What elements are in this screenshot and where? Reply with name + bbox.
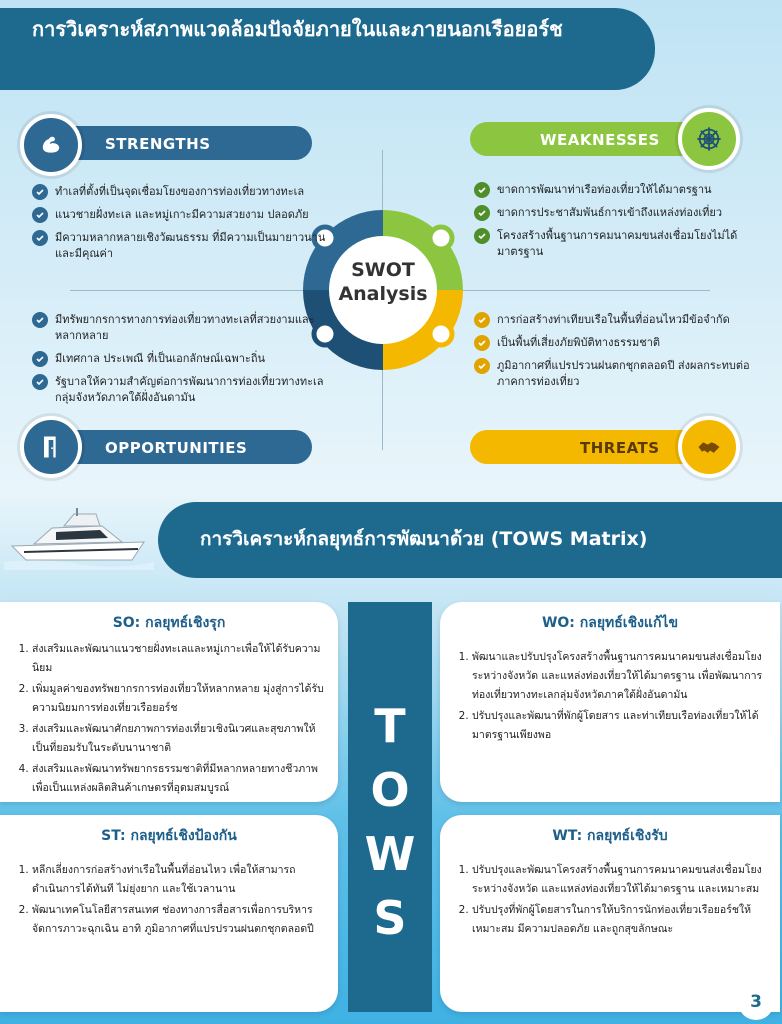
swot-center-label: [320, 258, 446, 306]
check-icon: [32, 184, 48, 200]
check-icon: [32, 312, 48, 328]
check-icon: [32, 230, 48, 246]
list-item: 3. ส่งเสริมและพัฒนาศักยภาพการท่องเที่ยวเชิงนิเวศและสุขภาพให้เป็นที่ยอมรับในระดับนานาชาติ: [32, 720, 324, 758]
check-icon: [474, 335, 490, 351]
spider-web-icon: [695, 125, 723, 153]
wo-card: [440, 602, 780, 802]
list-item: ภูมิอากาศที่แปรปรวนฝนตกชุกตลอดปี ส่งผลกระทบต่อภาคการท่องเที่ยว: [474, 358, 764, 390]
list-item: 2. พัฒนาเทคโนโลยีสารสนเทศ ช่องทางการสื่อสารเพื่อการบริหารจัดการภาวะฉุกเฉิน อาทิ ภูมิอากาศที่แปรปรวนฝนตกชุกตลอดปี: [32, 901, 324, 939]
check-icon: [474, 358, 490, 374]
list-item: 1. ปรับปรุงและพัฒนาโครงสร้างพื้นฐานการคมนาคมขนส่งเชื่อมโยงระหว่างจังหวัด และแหล่งท่องเที่ยวให้ได้มาตรฐาน และเหมาะสม: [472, 861, 766, 899]
tows-letter: W: [364, 827, 416, 881]
strengths-list: [32, 184, 332, 269]
door-icon: [37, 433, 65, 461]
yacht-image: [4, 500, 154, 570]
weaknesses-icon-circle: [678, 108, 740, 170]
wo-heading: WO: กลยุทธ์เชิงแก้ไข: [541, 615, 679, 631]
tows-letter: O: [370, 763, 410, 817]
list-item: 2. ปรับปรุงและพัฒนาที่พักผู้โดยสาร และท่าเทียบเรือท่องเที่ยวให้ได้มาตรฐานเพียงพอ: [472, 707, 766, 745]
threats-icon-circle: [678, 416, 740, 478]
strengths-label: STRENGTHS: [105, 135, 211, 153]
st-heading: ST: กลยุทธ์เชิงป้องกัน: [101, 828, 237, 844]
list-item: มีเทศกาล ประเพณี ที่เป็นเอกลักษณ์เฉพาะถิ่น: [32, 351, 337, 367]
list-item: ขาดการประชาสัมพันธ์การเข้าถึงแหล่งท่องเที่ยว: [474, 205, 764, 221]
list-item: 1. พัฒนาและปรับปรุงโครงสร้างพื้นฐานการคมนาคมขนส่งเชื่อมโยงระหว่างจังหวัด และแหล่งท่องเที่ยวให้ได้มาตรฐาน เพื่อพัฒนาการท่องเที่ยวทางทะเลกลุ่มจังหวัดภาคใต้ฝั่งอันดามัน: [472, 648, 766, 705]
list-item: การก่อสร้างท่าเทียบเรือในพื้นที่อ่อนไหวมีข้อจำกัด: [474, 312, 764, 328]
page-title: การวิเคราะห์สภาพแวดล้อมปัจจัยภายในและภายนอกเรือยอร์ช: [32, 17, 563, 41]
so-list: [0, 640, 338, 798]
strengths-icon-circle: [20, 114, 82, 176]
list-item: โครงสร้างพื้นฐานการคมนาคมขนส่งเชื่อมโยงไม่ได้มาตรฐาน: [474, 228, 764, 260]
check-icon: [474, 182, 490, 198]
list-item: แนวชายฝั่งทะเล และหมู่เกาะมีความสวยงาม ปลอดภัย: [32, 207, 332, 223]
check-icon: [32, 351, 48, 367]
tows-column: [348, 602, 432, 1012]
wt-heading: WT: กลยุทธ์เชิงรับ: [552, 828, 668, 844]
list-item: 1. ส่งเสริมและพัฒนาแนวชายฝั่งทะเลและหมู่เกาะเพื่อให้ได้รับความนิยม: [32, 640, 324, 678]
st-card: [0, 815, 338, 1012]
opportunities-label: OPPORTUNITIES: [105, 439, 248, 457]
so-card: [0, 602, 338, 802]
handshake-icon: [695, 433, 723, 461]
weaknesses-banner: [470, 122, 705, 156]
so-heading: SO: กลยุทธ์เชิงรุก: [112, 615, 226, 631]
list-item: มีทรัพยากรการทางการท่องเที่ยวทางทะเลที่สวยงามและหลากหลาย: [32, 312, 337, 344]
list-item: 1. หลีกเลี่ยงการก่อสร้างท่าเรือในพื้นที่อ่อนไหว เพื่อให้สามารถดำเนินการได้ทันที ไม่ยุ่งยาก และใช้เวลานาน: [32, 861, 324, 899]
check-icon: [32, 207, 48, 223]
weaknesses-label: WEAKNESSES: [540, 131, 660, 149]
list-item: เป็นพื้นที่เสี่ยงภัยพิบัติทางธรรมชาติ: [474, 335, 764, 351]
arm-strength-icon: [37, 131, 65, 159]
list-item: 4. ส่งเสริมและพัฒนาทรัพยากรธรรมชาติที่มีหลากหลายทางชีวภาพ เพื่อเป็นแหล่งผลิตสินค้าเกษตรที่อุดมสมบูรณ์: [32, 760, 324, 798]
check-icon: [474, 228, 490, 244]
opportunities-icon-circle: [20, 416, 82, 478]
wt-card: [440, 815, 780, 1012]
wt-list: [440, 861, 780, 939]
check-icon: [32, 374, 48, 390]
threats-banner: [470, 430, 705, 464]
tows-title: การวิเคราะห์กลยุทธ์การพัฒนาด้วย (TOWS Matrix): [200, 528, 648, 550]
list-item: รัฐบาลให้ความสำคัญต่อการพัฒนาการท่องเที่ยวทางทะเลกลุ่มจังหวัดภาคใต้ฝั่งอันดามัน: [32, 374, 337, 406]
st-list: [0, 861, 338, 939]
swot-center-line2: Analysis: [338, 283, 428, 305]
list-item: 2. ปรับปรุงที่พักผู้โดยสารในการให้บริการนักท่องเที่ยวเรือยอร์ชให้เหมาะสม มีความปลอดภัย และถูกสุขลักษณะ: [472, 901, 766, 939]
list-item: มีความหลากหลายเชิงวัฒนธรรม ที่มีความเป็นมายาวนาน และมีคุณค่า: [32, 230, 332, 262]
tows-letter: S: [373, 891, 407, 945]
threats-label: THREATS: [580, 439, 660, 457]
list-item: ขาดการพัฒนาท่าเรือท่องเที่ยวให้ได้มาตรฐาน: [474, 182, 764, 198]
page-number: 3: [738, 984, 774, 1020]
tows-letter: T: [374, 699, 406, 753]
check-icon: [474, 312, 490, 328]
list-item: ทำเลที่ตั้งที่เป็นจุดเชื่อมโยงของการท่องเที่ยวทางทะเล: [32, 184, 332, 200]
list-item: 2. เพิ่มมูลค่าของทรัพยากรการท่องเที่ยวให้หลากหลาย มุ่งสู่การได้รับความนิยมการท่องเที่ยวเรือยอร์ช: [32, 680, 324, 718]
weaknesses-list: [474, 182, 764, 267]
swot-center-line1: SWOT: [351, 259, 415, 281]
threats-list: [474, 312, 764, 397]
opportunities-list: [32, 312, 337, 413]
check-icon: [474, 205, 490, 221]
wo-list: [440, 648, 780, 745]
